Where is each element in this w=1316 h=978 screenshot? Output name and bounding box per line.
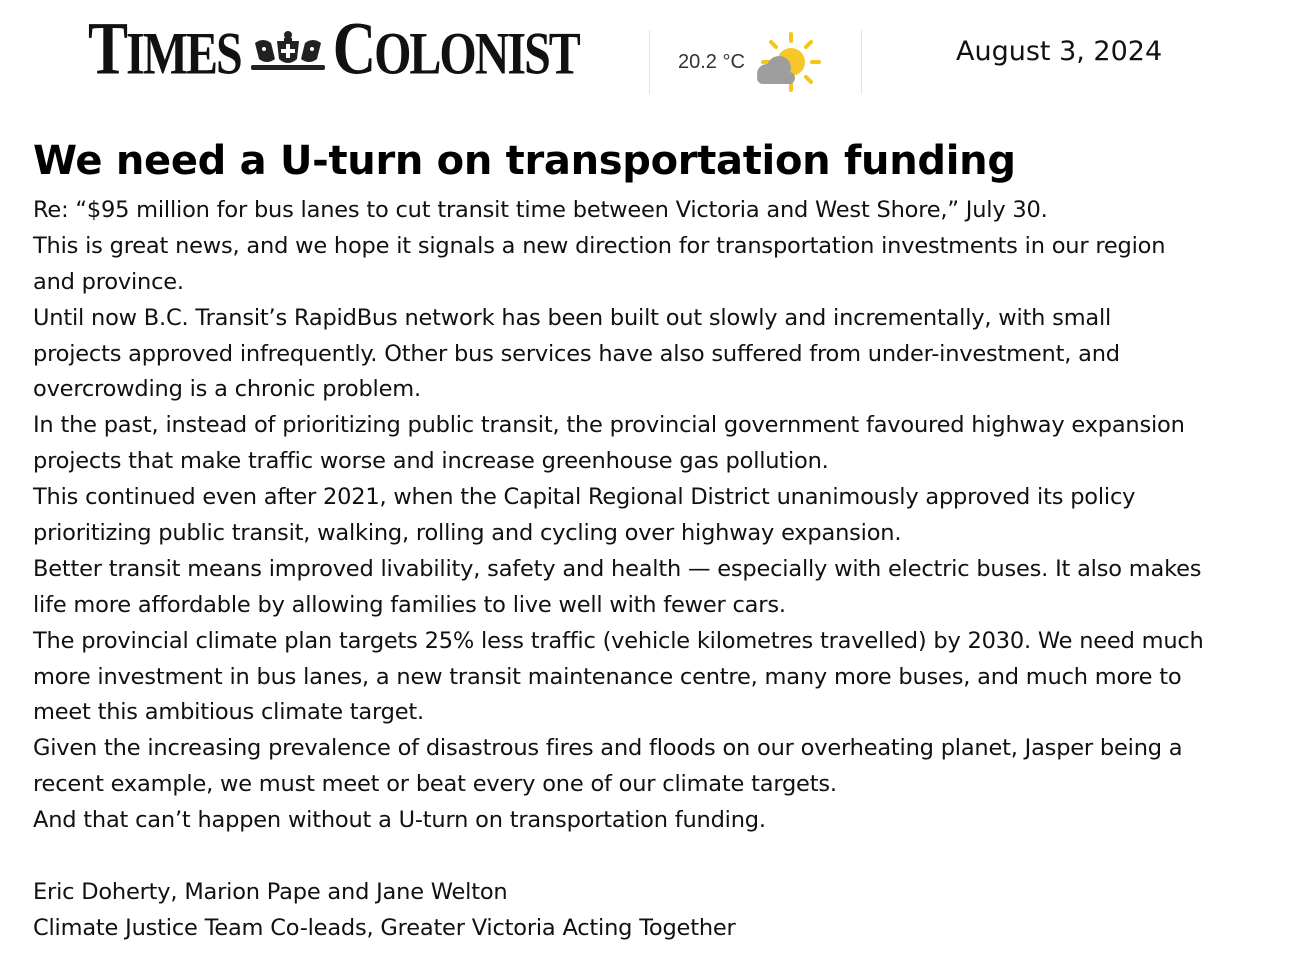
signature-authors: Eric Doherty, Marion Pape and Jane Welton [33, 878, 508, 905]
letter-line: more investment in bus lanes, a new transit maintenance centre, many more buses, and much more to [33, 663, 1182, 690]
times-colonist-logo[interactable] [88, 6, 579, 90]
signature-spacer [33, 839, 1303, 875]
letter-line: Given the increasing prevalence of disastrous fires and floods on our overheating planet, Jasper being a [33, 735, 1183, 762]
letter-line: life more affordable by allowing families to live well with fewer cars. [33, 591, 786, 618]
letter-line: Re: “$95 million for bus lanes to cut transit time between Victoria and West Shore,” July 30. [33, 197, 1048, 223]
letter-line: meet this ambitious climate target. [33, 699, 424, 726]
letter-line: And that can’t happen without a U-turn on transportation funding. [33, 807, 766, 834]
letter-line: The provincial climate plan targets 25% less traffic (vehicle kilometres travelled) by 2030. We need much [33, 627, 1204, 654]
letter-line: Until now B.C. Transit’s RapidBus network has been built out slowly and incrementally, with small [33, 304, 1112, 331]
logo-word-times: TIMES [88, 6, 241, 90]
letter-line: This is great news, and we hope it signals a new direction for transportation investments in our region [33, 232, 1166, 259]
publication-date: August 3, 2024 [956, 36, 1163, 67]
letter-line: In the past, instead of prioritizing public transit, the provincial government favoured highway expansion [33, 412, 1185, 439]
masthead-divider [861, 30, 862, 94]
article-headline: We need a U-turn on transportation funding [33, 138, 1016, 184]
logo-word-colonist: COLONIST [332, 6, 579, 90]
masthead [0, 0, 1316, 110]
partly-sunny-icon [751, 30, 821, 94]
signature-affiliation: Climate Justice Team Co-leads, Greater Victoria Acting Together [33, 914, 736, 941]
letter-line: prioritizing public transit, walking, rolling and cycling over highway expansion. [33, 520, 902, 547]
weather-widget[interactable] [678, 30, 821, 94]
coat-of-arms-icon [249, 29, 327, 73]
letter-line: overcrowding is a chronic problem. [33, 376, 421, 403]
letter-line: This continued even after 2021, when the Capital Regional District unanimously approved its policy [33, 484, 1136, 511]
letter-line: Better transit means improved livability, safety and health — especially with electric buses. It also makes [33, 555, 1202, 582]
letter-line: and province. [33, 268, 184, 295]
masthead-divider [649, 30, 650, 94]
letter-body [33, 193, 1303, 947]
letter-line: recent example, we must meet or beat every one of our climate targets. [33, 771, 837, 798]
letter-line: projects approved infrequently. Other bus services have also suffered from under-investment, and [33, 340, 1120, 367]
letter-line: projects that make traffic worse and increase greenhouse gas pollution. [33, 448, 829, 475]
temperature: 20.2 °C [678, 50, 745, 73]
